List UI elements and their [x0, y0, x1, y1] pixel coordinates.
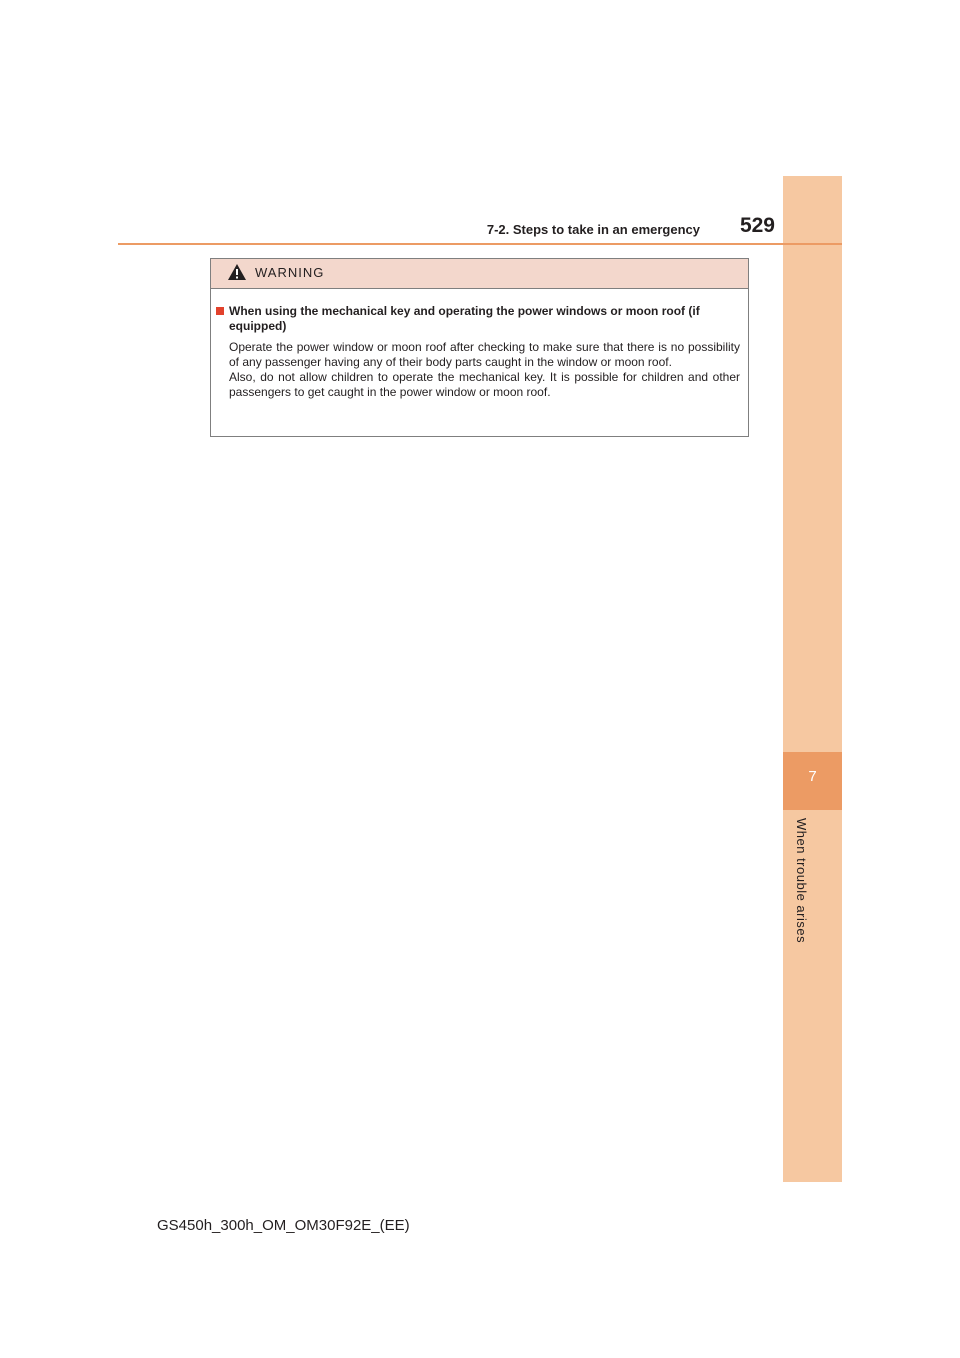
warning-label: WARNING	[255, 265, 325, 280]
warning-item-heading-text: When using the mechanical key and operating the power windows or moon roof (if equipped)	[229, 304, 700, 333]
chapter-side-tab	[783, 176, 842, 1182]
chapter-number: 7	[808, 768, 817, 785]
warning-header	[211, 259, 748, 289]
warning-paragraph: Operate the power window or moon roof after checking to make sure that there is no possibility of any passenger having any of their body parts caught in the window or moon roof.	[229, 340, 740, 369]
document-code: GS450h_300h_OM_OM30F92E_(EE)	[157, 1217, 410, 1234]
warning-box	[210, 258, 749, 437]
warning-triangle-icon	[227, 263, 247, 281]
warning-body	[211, 289, 748, 400]
warning-paragraph: Also, do not allow children to operate the mechanical key. It is possible for children and other passengers to get caught in the power window or moon roof.	[229, 370, 740, 399]
square-bullet-icon	[216, 307, 224, 315]
page-number: 529	[739, 214, 775, 237]
header-rule	[118, 243, 842, 245]
section-title: 7-2. Steps to take in an emergency	[486, 222, 700, 237]
chapter-title: When trouble arises	[794, 818, 809, 944]
warning-item-heading	[229, 304, 740, 334]
